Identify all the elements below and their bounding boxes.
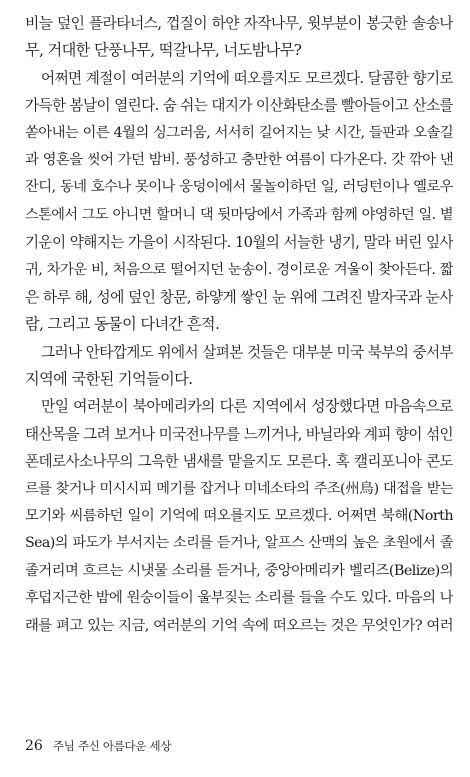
text-line: 은 하루 해, 성에 덮인 창문, 하얗게 쌓인 눈 위에 그려진 발자국과 눈사 [25,288,453,306]
text-line: 귀, 차가운 비, 처음으로 떨어지던 눈송이. 경이로운 겨울이 찾아든다. 짧 [25,261,453,278]
text-line: 졸거리며 흐르는 시냇물 소리를 듣거나, 중앙아메리카 벨리즈(Belize)의 [25,562,453,579]
text-line: 지역에 국한된 기억들이다. [25,370,193,389]
text-line: 과 영혼을 씻어 가던 밤비. 풍성하고 충만한 여름이 다가온다. 갓 깎아 낸 [25,151,453,168]
paragraph [25,65,453,339]
text-line: 그러나 안타깝게도 위에서 살펴본 것들은 대부분 미국 북부의 중서부 [41,343,453,361]
text-line: 태산목을 그려 보거나 미국전나무를 느끼거나, 바닐라와 계피 향이 섞인 [25,425,453,443]
text-line: 쏟아내는 이른 4월의 싱그러움, 서서히 길어지는 낮 시간, 들판과 오솔길 [25,124,453,141]
text-line: 후덥지근한 밤에 원숭이들이 울부짖는 소리를 들을 수도 있다. 마음의 나 [25,590,453,607]
text-line: 무, 거대한 단풍나무, 떡갈나무, 너도밤나무? [25,41,302,60]
text-line: Sea)의 파도가 부서지는 소리를 듣거나, 알프스 산맥의 높은 초원에서 졸 [25,535,453,552]
text-line: 스톤에서 그도 아니면 할머니 댁 뒷마당에서 가족과 함께 야영하던 일. 볕 [25,206,453,223]
text-line: 만일 여러분이 북아메리카의 다른 지역에서 성장했다면 마음속으로 [41,398,453,416]
running-title: 주님 주신 아름다운 세상 [52,739,172,753]
text-line: 모기와 씨름하던 일이 기억에 떠오를지도 모르겠다. 어쩌면 북해(North [25,508,453,525]
paragraph [25,393,453,640]
text-line: 람, 그리고 동물이 다녀간 흔적. [25,315,220,334]
paragraph [25,10,453,65]
paragraph [25,339,453,394]
text-line: 비늘 덮인 플라타너스, 껍질이 하얀 자작나무, 윗부분이 봉긋한 솔송나 [25,15,453,32]
text-line: 어쩌면 계절이 여러분의 기억에 떠오를지도 모르겠다. 달콤한 향기로 [41,69,453,87]
text-line: 가득한 봄날이 열린다. 숨 쉬는 대지가 이산화탄소를 빨아들이고 산소를 [25,97,453,115]
page-footer [25,737,171,756]
text-line: 르를 찾거나 미시시피 메기를 잡거나 미네소타의 주조(州鳥) 대접을 받는 [25,480,453,497]
text-line: 기운이 약해지는 가을이 시작된다. 10월의 서늘한 냉기, 말라 버린 잎사 [25,234,453,252]
text-line: 래를 펴고 있는 지금, 여러분의 기억 속에 떠오르는 것은 무엇인가? 여러 [25,617,453,634]
page-number: 26 [25,738,43,754]
text-line: 잔디, 동네 호수나 못이나 웅덩이에서 물놀이하던 일, 러딩턴이나 옐로우 [25,179,453,196]
text-line: 폰데로사소나무의 그윽한 냄새를 맡을지도 모른다. 혹 캘리포니아 콘도 [25,453,453,471]
page-body [25,10,453,640]
